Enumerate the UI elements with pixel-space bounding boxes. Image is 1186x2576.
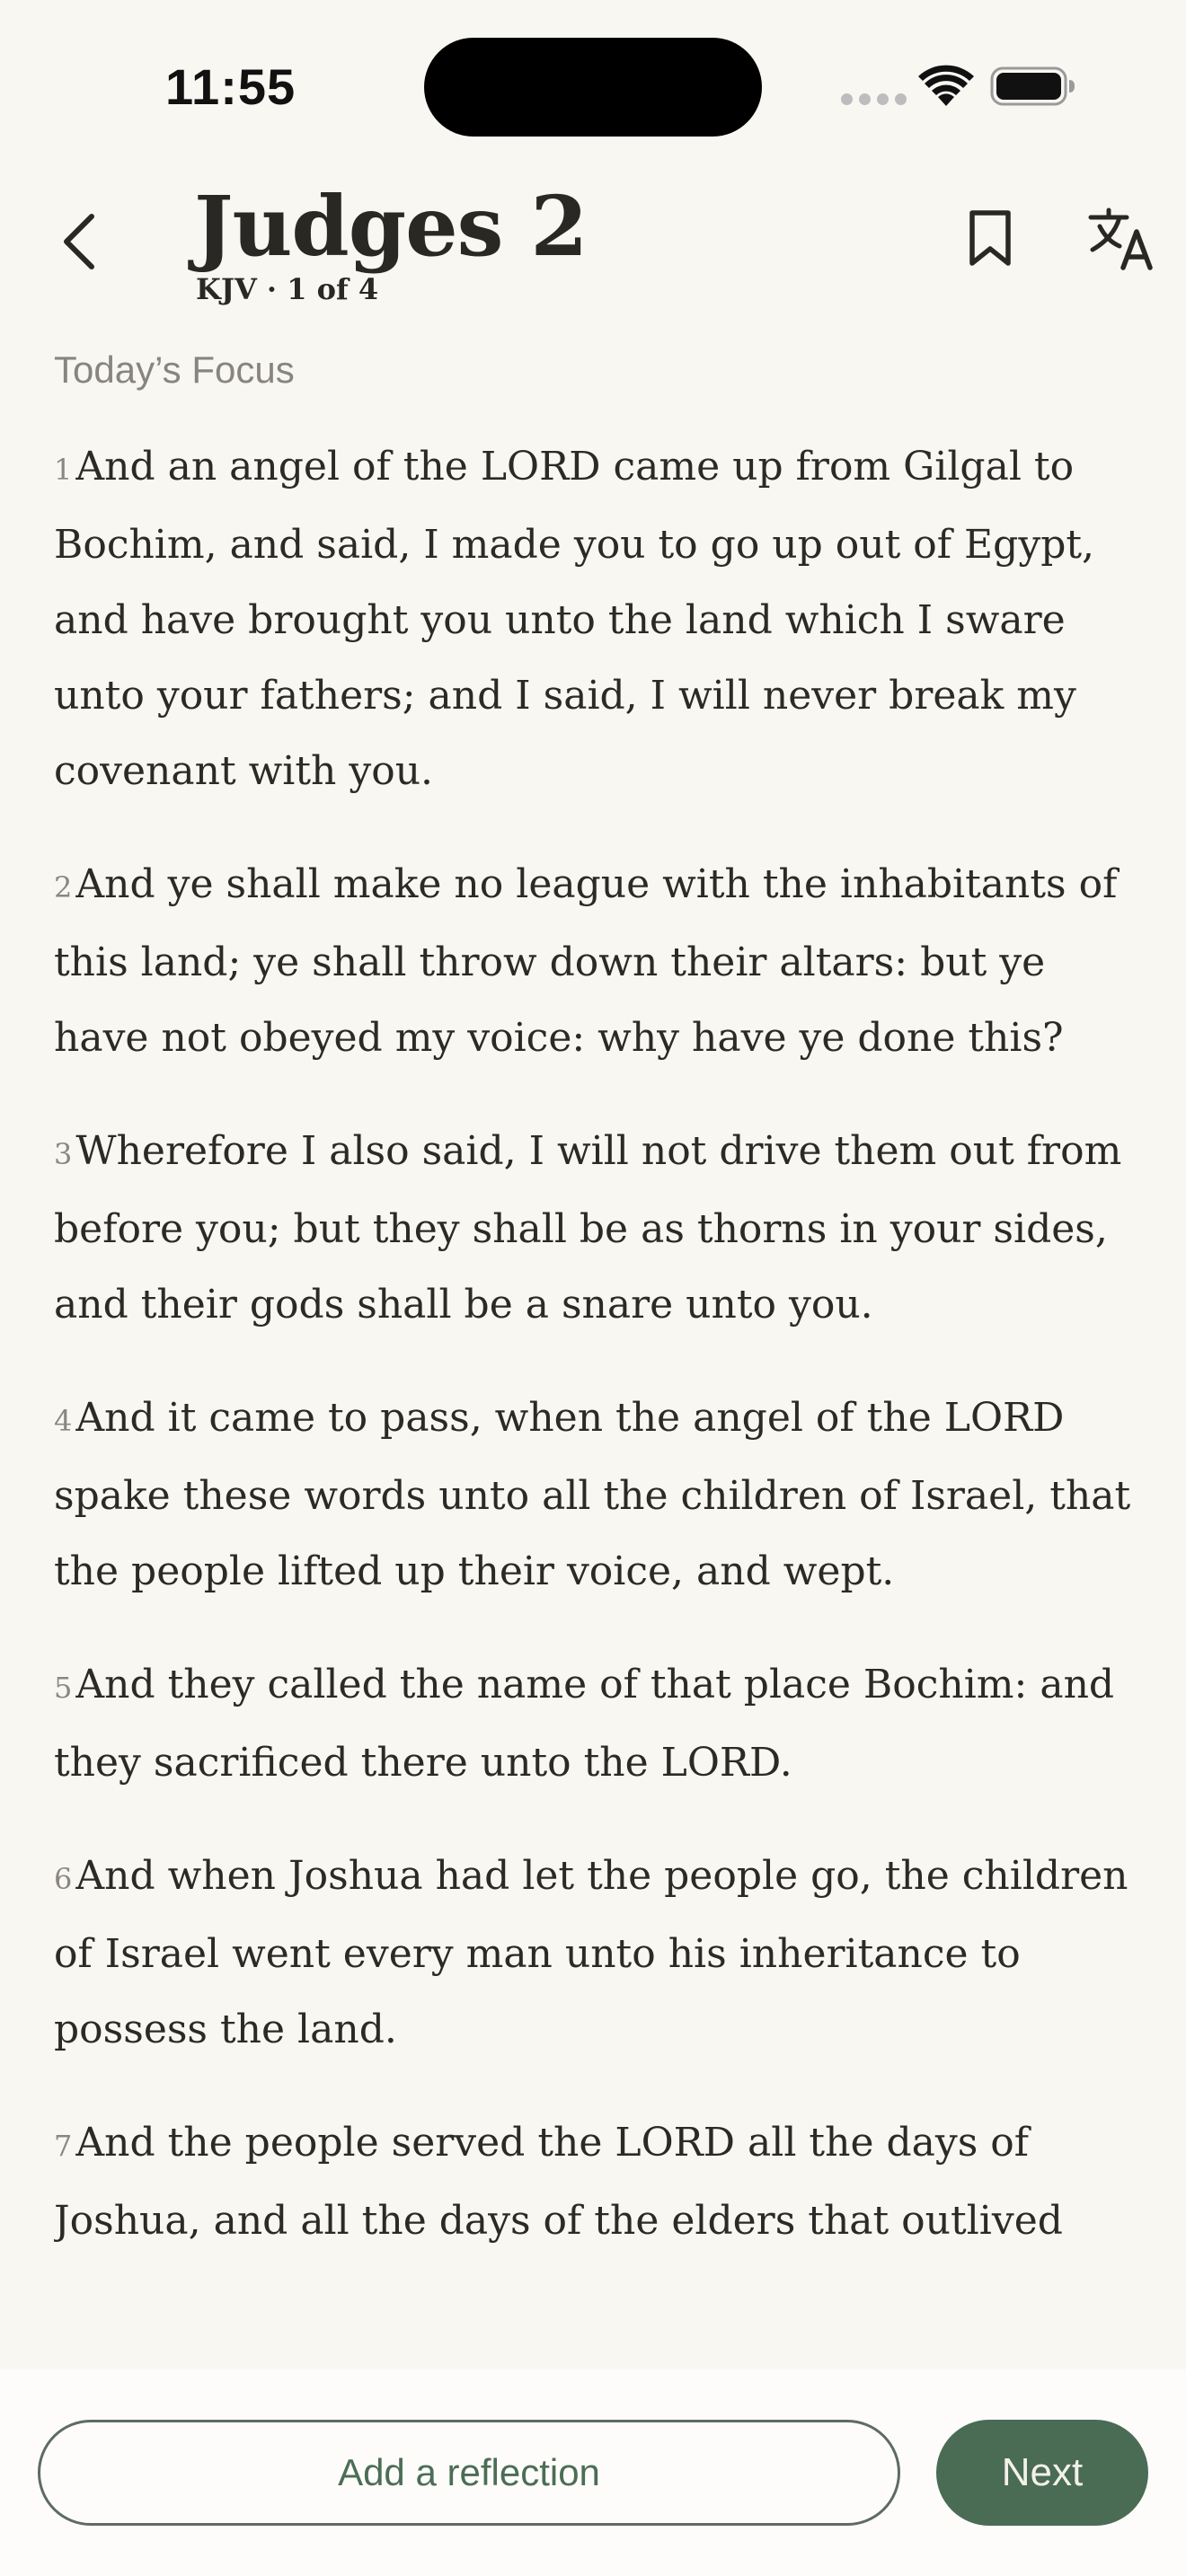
verse-list — [54, 429, 1150, 2369]
verse[interactable] — [54, 429, 1150, 809]
bookmark-button[interactable] — [958, 203, 1022, 277]
verse-number: 6 — [54, 1862, 73, 1896]
verse[interactable] — [54, 1647, 1150, 1801]
page-title: Judges 2 — [194, 178, 588, 275]
verse[interactable] — [54, 847, 1150, 1076]
verse-number: 2 — [54, 870, 73, 904]
section-label: Today’s Focus — [54, 348, 295, 391]
verse-text: And the people served the LORD all the days of Joshua, and all the days of the elders that outlived — [54, 2120, 1063, 2244]
verse-number: 3 — [54, 1137, 73, 1171]
status-time: 11:55 — [165, 58, 296, 115]
verse-text: And they called the name of that place Bochim: and they sacrificed there unto the LORD. — [54, 1662, 1115, 1786]
dynamic-island — [424, 38, 762, 137]
wifi-icon — [918, 65, 974, 111]
bookmark-icon — [967, 209, 1013, 270]
verse[interactable] — [54, 2105, 1150, 2259]
chevron-left-icon — [59, 213, 99, 274]
verse-text: And an angel of the LORD came up from Gilgal to Bochim, and said, I made you to go up out of Egypt, and have brought you unto the land which I sware unto your fathers; and I said, I will never break my covenant with you. — [54, 444, 1095, 794]
verse[interactable] — [54, 1381, 1150, 1610]
verse-number: 5 — [54, 1671, 73, 1705]
page-subtitle: KJV · 1 of 4 — [196, 272, 379, 306]
battery-icon — [990, 65, 1076, 111]
verse-text: And when Joshua had let the people go, the children of Israel went every man unto his inheritance to possess the land. — [54, 1853, 1128, 2052]
verse-text: And ye shall make no league with the inhabitants of this land; ye shall throw down their altars: but ye have not obeyed my voice: why have ye done this? — [54, 861, 1118, 1061]
verse-text: Wherefore I also said, I will not drive them out from before you; but they shall be as thorns in your sides, and their gods shall be a snare unto you. — [54, 1128, 1122, 1328]
add-reflection-button[interactable]: Add a reflection — [38, 2420, 900, 2526]
verse-text: And it came to pass, when the angel of the LORD spake these words unto all the children of Israel, that the people lifted up their voice, and wept. — [54, 1395, 1131, 1594]
next-button[interactable]: Next — [936, 2420, 1148, 2526]
verse[interactable] — [54, 1114, 1150, 1343]
cellular-signal-icon — [841, 93, 907, 105]
verse-number: 1 — [54, 453, 73, 487]
verse-number: 4 — [54, 1404, 73, 1438]
translate-icon — [1087, 207, 1155, 275]
verse[interactable] — [54, 1839, 1150, 2068]
title-block — [194, 176, 587, 307]
status-bar — [0, 0, 1186, 171]
bottom-action-bar — [0, 2369, 1186, 2576]
verse-number: 7 — [54, 2129, 73, 2163]
translate-button[interactable] — [1084, 203, 1159, 278]
back-button[interactable] — [47, 205, 111, 282]
